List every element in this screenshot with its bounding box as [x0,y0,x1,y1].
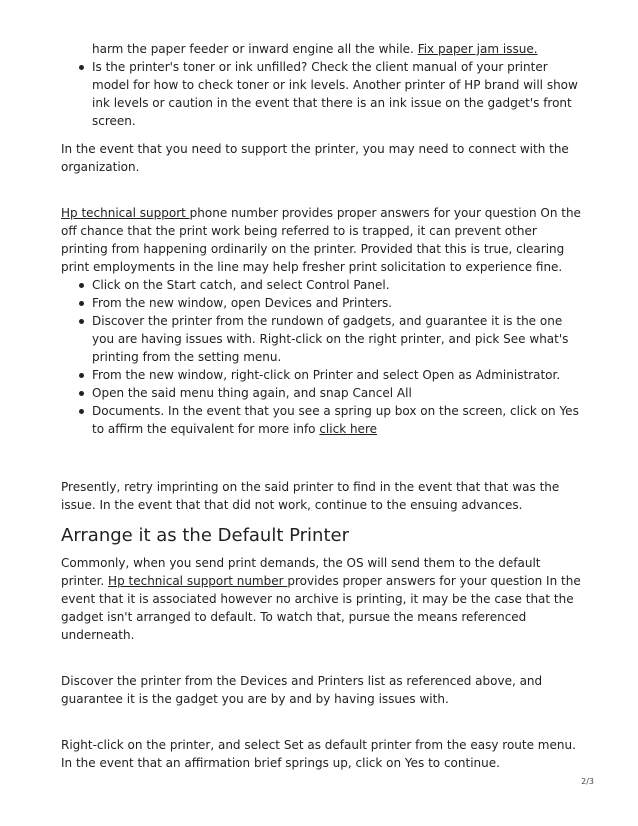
fix-paper-jam-link[interactable]: Fix paper jam issue. [417,42,538,56]
paragraph: Discover the printer from the Devices and Printers list as referenced above, and guarantee it is the gadget you are by and by having issues with. [61,674,543,706]
hp-technical-support-number-link[interactable]: Hp technical support number [108,574,288,588]
page-number: 2/3 [581,777,594,786]
paragraph: Presently, retry imprinting on the said printer to find in the event that that was the issue. In the event that that did not work, continue to the ensuing advances. [61,480,560,512]
list-item [92,40,581,58]
click-here-link[interactable]: click here [319,422,377,436]
list-item-text: harm the paper feeder or inward engine all the while. [92,42,418,56]
paragraph-text: provides proper answers for your question In the event that it is associated however no archive is printing, it may be the case that the gadget isn't arranged to default. To watch that, pursue the means referenced underneath. [61,574,581,642]
list-item: Click on the Start catch, and select Control Panel. [92,276,581,294]
list-item: From the new window, open Devices and Printers. [92,294,581,312]
list-item-text: Documents. In the event that you see a spring up box on the screen, click on Yes to affirm the equivalent for more info [92,404,579,436]
paragraph: In the event that you need to support the printer, you may need to connect with the organization. [61,142,569,174]
top-bullet-list [61,40,581,130]
list-item: From the new window, right-click on Printer and select Open as Administrator. [92,366,581,384]
paragraph: Right-click on the printer, and select Set as default printer from the easy route menu. In the event that an affirmation brief springs up, click on Yes to continue. [61,738,576,770]
paragraph-text: Commonly, when you send print demands, the OS will send them to the default printer. [61,556,541,588]
steps-bullet-list [61,276,581,438]
hp-technical-support-link[interactable]: Hp technical support [61,206,190,220]
list-item: Discover the printer from the rundown of gadgets, and guarantee it is the one you are having issues with. Right-click on the right printer, and pick See what's printing from the setting menu. [92,312,581,366]
section-heading: Arrange it as the Default Printer [61,525,349,546]
list-item [92,402,581,438]
paragraph-text: phone number provides proper answers for your question On the off chance that the print work being referred to is trapped, it can prevent other printing from happening ordinarily on the printer. Provided that this is true, clearing print employments in the line may help fresher print solicitation to experience fine. [61,206,581,274]
paragraph [61,554,581,644]
list-item: Is the printer's toner or ink unfilled? Check the client manual of your printer model for how to check toner or ink levels. Another printer of HP brand will show ink levels or caution in the event that there is an ink issue on the gadget's front screen. [92,58,581,130]
paragraph [61,204,581,276]
document-page [61,40,581,772]
list-item: Open the said menu thing again, and snap Cancel All [92,384,581,402]
